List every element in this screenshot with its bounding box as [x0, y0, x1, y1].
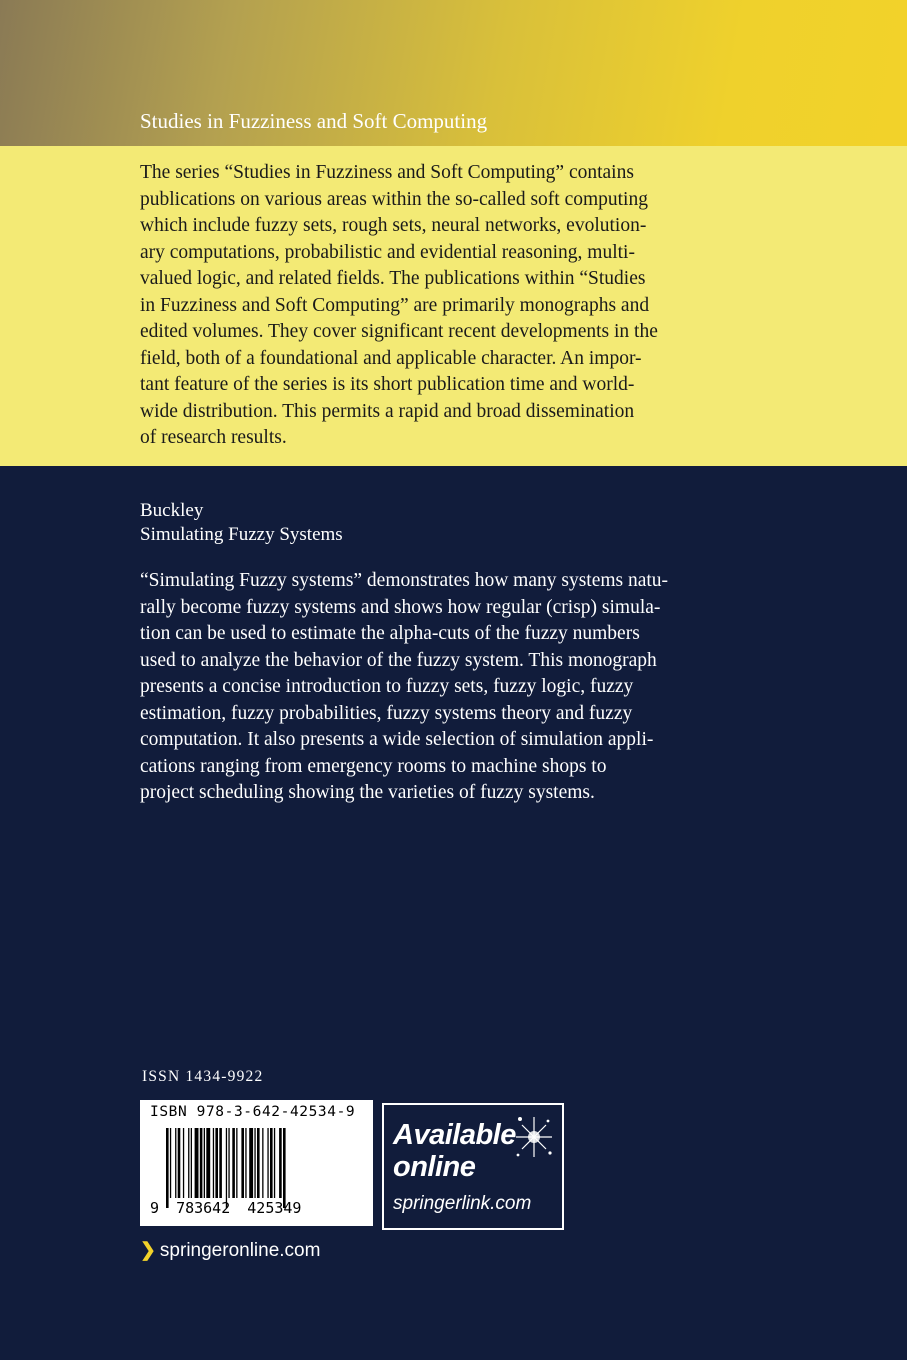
series-description-line: tant feature of the series is its short publication time and world- — [140, 374, 635, 395]
barcode-bar — [213, 1128, 214, 1198]
series-description-line: of research results. — [140, 427, 287, 448]
ean-digits — [150, 1199, 301, 1217]
barcode-bar — [206, 1128, 210, 1198]
book-description-line: cations ranging from emergency rooms to machine shops to — [140, 755, 607, 777]
barcode-bar — [262, 1128, 263, 1198]
barcode-bar — [270, 1128, 273, 1198]
book-description-line: presents a concise introduction to fuzzy sets, fuzzy logic, fuzzy — [140, 676, 634, 697]
series-description-line: which include fuzzy sets, rough sets, neural networks, evolution- — [140, 215, 647, 236]
series-description-line: ary computations, probabilistic and evidential reasoning, multi- — [140, 241, 635, 263]
barcode-bar — [188, 1128, 189, 1198]
ean-first-digit: 9 — [150, 1199, 160, 1217]
barcode-bar — [257, 1128, 260, 1198]
issn-label: ISSN 1434-9922 — [142, 1068, 264, 1085]
barcode-bar — [267, 1128, 268, 1198]
isbn-text: ISBN 978-3-642-42534-9 — [150, 1104, 356, 1120]
book-description-line: project scheduling showing the varieties of fuzzy systems. — [140, 782, 595, 803]
barcode-bar — [195, 1128, 199, 1198]
barcode-bar — [170, 1128, 171, 1198]
barcode-bar — [166, 1128, 169, 1208]
series-description-line: edited volumes. They cover significant recent developments in the — [140, 321, 658, 342]
barcode-bar — [228, 1128, 229, 1198]
top-gradient-band — [0, 0, 907, 146]
book-description-line: tion can be used to estimate the alpha-cuts of the fuzzy numbers — [140, 623, 640, 644]
book-description-line: used to analyze the behavior of the fuzzy system. This monograph — [140, 649, 657, 671]
book-description-line: computation. It also presents a wide selection of simulation appli- — [140, 729, 654, 750]
series-description-line: field, both of a foundational and applicable character. An impor- — [140, 347, 642, 369]
barcode-bar — [241, 1128, 244, 1198]
series-description-line: publications on various areas within the so-called soft computing — [140, 188, 648, 210]
online-label: online — [393, 1151, 476, 1183]
barcode-bar — [226, 1128, 227, 1208]
barcode-bar — [232, 1128, 235, 1198]
barcode-bar — [274, 1128, 275, 1198]
barcode-bar — [254, 1128, 255, 1198]
book-heading — [140, 499, 343, 546]
series-title: Studies in Fuzziness and Soft Computing — [140, 109, 488, 133]
barcode-bar — [178, 1128, 181, 1198]
series-description-line: in Fuzziness and Soft Computing” are primarily monographs and — [140, 294, 650, 316]
barcode-bar — [283, 1128, 286, 1208]
barcode-bar — [245, 1128, 246, 1198]
springeronline-url[interactable]: springeronline.com — [159, 1240, 321, 1261]
chevron-right-icon: ❯ — [140, 1240, 156, 1261]
series-description — [140, 160, 700, 452]
series-description-line: The series “Studies in Fuzziness and Soft Computing” contains — [140, 162, 634, 183]
springerlink-url[interactable]: springerlink.com — [393, 1193, 532, 1214]
sparkle-icon — [510, 1111, 558, 1163]
barcode-bar — [249, 1128, 253, 1198]
isbn-barcode — [140, 1100, 373, 1226]
book-description-line: rally become fuzzy systems and shows how regular (crisp) simula- — [140, 596, 661, 618]
series-description-line: valued logic, and related fields. The publications within “Studies — [140, 268, 646, 289]
barcode-bar — [204, 1128, 205, 1198]
barcode-bar — [175, 1128, 176, 1198]
barcode-bar — [191, 1128, 192, 1198]
book-description-line: “Simulating Fuzzy systems” demonstrates how many systems natu- — [140, 570, 669, 591]
book-author: Buckley — [140, 500, 204, 521]
book-description — [140, 568, 720, 807]
ean-right-group: 425349 — [247, 1199, 302, 1217]
book-description-line: estimation, fuzzy probabilities, fuzzy systems theory and fuzzy — [140, 702, 633, 724]
book-title: Simulating Fuzzy Systems — [140, 523, 343, 545]
barcode-bar — [236, 1128, 237, 1198]
ean-left-group: 783642 — [176, 1199, 231, 1217]
barcode-bar — [200, 1128, 203, 1198]
barcode-bar — [219, 1128, 222, 1198]
available-label: Available — [393, 1119, 516, 1151]
series-description-line: wide distribution. This permits a rapid and broad dissemination — [140, 400, 635, 422]
barcode-bar — [183, 1128, 184, 1198]
barcode-bar — [279, 1128, 282, 1198]
springeronline-link[interactable] — [140, 1239, 320, 1262]
available-online-badge[interactable] — [382, 1103, 564, 1230]
barcode-bar — [215, 1128, 218, 1198]
